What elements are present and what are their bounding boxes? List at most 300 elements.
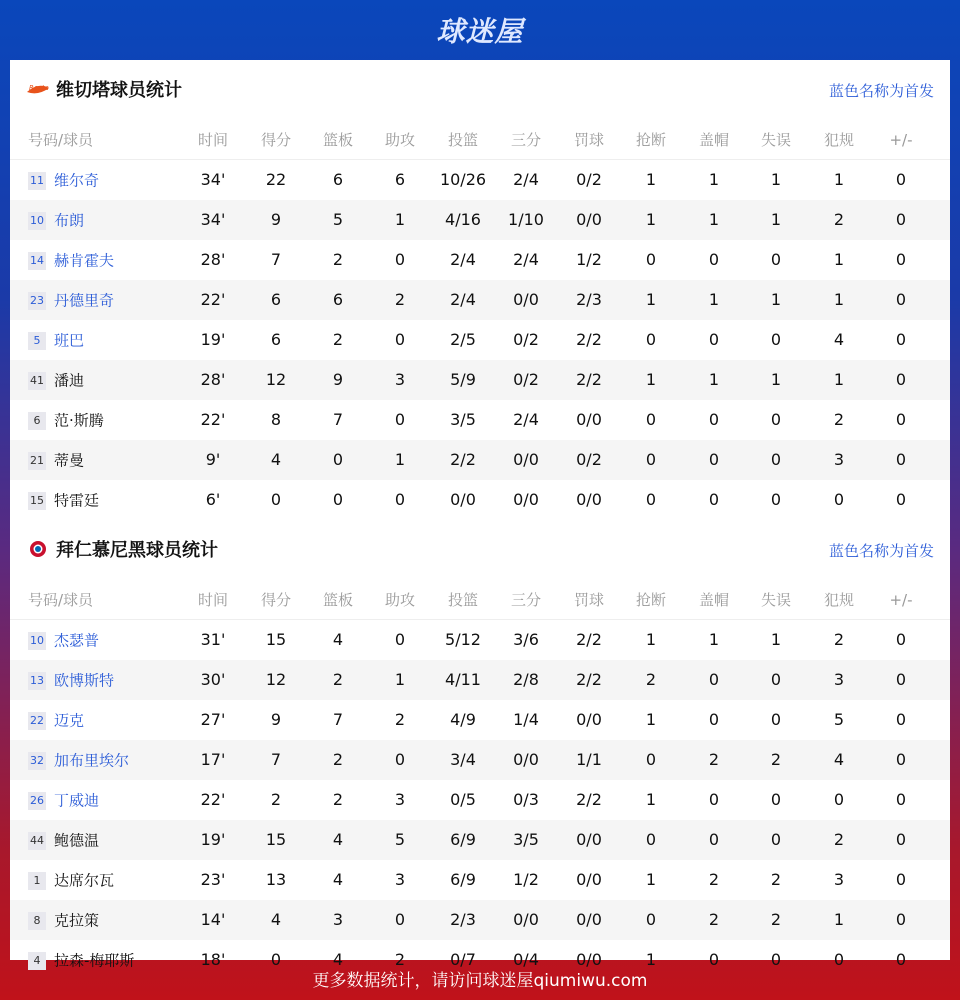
player-name[interactable]: 加布里埃尔 bbox=[54, 751, 130, 770]
stat-cell: 1 bbox=[645, 290, 657, 309]
stat-cell: 0 bbox=[770, 410, 782, 429]
player-name[interactable]: 迈克 bbox=[54, 711, 85, 730]
stat-cell: 0/0 bbox=[513, 450, 539, 469]
player-name-cell[interactable] bbox=[28, 160, 198, 200]
stat-cell: 3/4 bbox=[450, 750, 476, 769]
stat-cell: 3/5 bbox=[450, 410, 476, 429]
column-header: 时间 bbox=[197, 131, 228, 149]
stat-cell: 4/16 bbox=[445, 210, 481, 229]
stat-cell: 0 bbox=[833, 790, 845, 809]
player-row[interactable] bbox=[10, 660, 950, 700]
stat-cell: 1 bbox=[645, 170, 657, 189]
stat-cell: 6 bbox=[270, 330, 282, 349]
team-logo-vechta-icon bbox=[26, 80, 50, 98]
stat-cell: 2 bbox=[833, 630, 845, 649]
stat-cell: 23' bbox=[200, 870, 226, 889]
player-row[interactable] bbox=[10, 480, 950, 520]
stat-cell: 0 bbox=[270, 950, 282, 969]
stat-cell: 3/5 bbox=[513, 830, 539, 849]
jersey-number: 1 bbox=[28, 872, 46, 890]
stat-cell: 28' bbox=[200, 370, 226, 389]
stat-cell: 4 bbox=[833, 750, 845, 769]
jersey-number: 22 bbox=[28, 712, 46, 730]
starter-legend: 蓝色名称为首发 bbox=[828, 542, 934, 560]
stat-cell: 2 bbox=[332, 790, 344, 809]
player-name-cell[interactable] bbox=[28, 360, 198, 400]
player-name-cell[interactable] bbox=[28, 900, 198, 940]
player-row[interactable] bbox=[10, 780, 950, 820]
stat-cell: 0 bbox=[770, 450, 782, 469]
stat-cell: 0 bbox=[394, 490, 406, 509]
stat-cell: 6 bbox=[270, 290, 282, 309]
player-row[interactable] bbox=[10, 240, 950, 280]
stat-cell: 2 bbox=[833, 410, 845, 429]
stat-cell: 22' bbox=[200, 790, 226, 809]
stat-cell: 0 bbox=[770, 490, 782, 509]
stat-cell: 0 bbox=[895, 910, 907, 929]
stat-cell: 22' bbox=[200, 290, 226, 309]
stat-cell: 1 bbox=[833, 170, 845, 189]
stat-cell: 0 bbox=[645, 830, 657, 849]
stat-cell: 8 bbox=[270, 410, 282, 429]
stat-cell: 1 bbox=[770, 290, 782, 309]
stat-cell: 1 bbox=[645, 790, 657, 809]
stat-cell: 0 bbox=[895, 210, 907, 229]
player-name-cell[interactable] bbox=[28, 700, 198, 740]
stat-cell: 1 bbox=[708, 290, 720, 309]
player-row[interactable] bbox=[10, 280, 950, 320]
stat-cell: 6 bbox=[332, 290, 344, 309]
column-header: 罚球 bbox=[573, 131, 604, 149]
column-header: 篮板 bbox=[322, 591, 353, 609]
stat-cell: 0 bbox=[708, 830, 720, 849]
stat-cell: 0/0 bbox=[576, 210, 602, 229]
player-name-cell[interactable] bbox=[28, 320, 198, 360]
stat-cell: 6 bbox=[394, 170, 406, 189]
player-row[interactable] bbox=[10, 860, 950, 900]
stat-cell: 13 bbox=[265, 870, 287, 889]
stat-cell: 0 bbox=[394, 750, 406, 769]
player-name[interactable]: 班巴 bbox=[54, 331, 85, 350]
stat-cell: 15 bbox=[265, 830, 287, 849]
stat-cell: 1 bbox=[833, 910, 845, 929]
stat-cell: 6' bbox=[205, 490, 221, 509]
stat-cell: 7 bbox=[270, 750, 282, 769]
stat-cell: 1 bbox=[645, 210, 657, 229]
stat-cell: 0 bbox=[708, 670, 720, 689]
player-row[interactable] bbox=[10, 160, 950, 200]
stat-cell: 0/0 bbox=[513, 490, 539, 509]
player-name[interactable]: 丹德里奇 bbox=[54, 291, 115, 310]
stat-cell: 6/9 bbox=[450, 870, 476, 889]
column-header: 号码/球员 bbox=[28, 131, 94, 149]
stat-cell: 5/9 bbox=[450, 370, 476, 389]
stat-cell: 0/3 bbox=[513, 790, 539, 809]
stat-cell: 1 bbox=[770, 210, 782, 229]
team-logo-bayern-icon bbox=[26, 540, 50, 558]
stat-cell: 2/4 bbox=[513, 410, 539, 429]
stat-cell: 0 bbox=[770, 790, 782, 809]
stat-cell: 9 bbox=[332, 370, 344, 389]
column-header: 罚球 bbox=[573, 591, 604, 609]
stat-cell: 5 bbox=[833, 710, 845, 729]
jersey-number: 4 bbox=[28, 952, 46, 970]
svg-text:Rasta: Rasta bbox=[29, 84, 49, 92]
stat-cell: 1 bbox=[645, 710, 657, 729]
stat-cell: 0 bbox=[645, 450, 657, 469]
column-header: 抢断 bbox=[635, 131, 666, 149]
stat-cell: 2 bbox=[394, 290, 406, 309]
stat-cell: 0 bbox=[833, 490, 845, 509]
player-name-cell[interactable] bbox=[28, 620, 198, 660]
stat-cell: 0/0 bbox=[576, 910, 602, 929]
stat-cell: 2 bbox=[770, 910, 782, 929]
player-name[interactable]: 克拉策 bbox=[54, 911, 100, 930]
stat-cell: 0 bbox=[895, 330, 907, 349]
stat-cell: 0 bbox=[770, 950, 782, 969]
player-row[interactable] bbox=[10, 900, 950, 940]
stat-cell: 0 bbox=[332, 450, 344, 469]
stat-cell: 30' bbox=[200, 670, 226, 689]
stat-cell: 2/2 bbox=[576, 630, 602, 649]
stat-cell: 1 bbox=[770, 370, 782, 389]
stat-cell: 0 bbox=[895, 410, 907, 429]
stat-cell: 1/2 bbox=[576, 250, 602, 269]
stat-cell: 10/26 bbox=[439, 170, 487, 189]
player-name[interactable]: 鲍德温 bbox=[54, 831, 100, 850]
stat-cell: 2 bbox=[708, 750, 720, 769]
stat-cell: 18' bbox=[200, 950, 226, 969]
stat-cell: 0/2 bbox=[513, 330, 539, 349]
stat-cell: 17' bbox=[200, 750, 226, 769]
column-header: 投篮 bbox=[447, 131, 478, 149]
player-row[interactable] bbox=[10, 820, 950, 860]
stat-cell: 0/0 bbox=[576, 410, 602, 429]
player-name-cell[interactable] bbox=[28, 660, 198, 700]
table-header-row bbox=[10, 120, 950, 160]
stat-cell: 2/8 bbox=[513, 670, 539, 689]
table-header-row bbox=[10, 580, 950, 620]
stat-cell: 7 bbox=[270, 250, 282, 269]
player-name-cell[interactable] bbox=[28, 860, 198, 900]
stat-cell: 0/0 bbox=[576, 490, 602, 509]
footer-text: 更多数据统计，请访问球迷屋qiumiwu.com bbox=[312, 971, 648, 991]
stat-cell: 0 bbox=[895, 250, 907, 269]
stat-cell: 0/7 bbox=[450, 950, 476, 969]
stat-cell: 14' bbox=[200, 910, 226, 929]
jersey-number: 10 bbox=[28, 632, 46, 650]
stat-cell: 2 bbox=[770, 750, 782, 769]
stat-cell: 5 bbox=[394, 830, 406, 849]
stat-cell: 0 bbox=[645, 750, 657, 769]
column-header: 抢断 bbox=[635, 591, 666, 609]
stat-cell: 2 bbox=[708, 910, 720, 929]
stat-cell: 0 bbox=[394, 630, 406, 649]
stat-cell: 0/2 bbox=[576, 450, 602, 469]
stat-cell: 0 bbox=[895, 630, 907, 649]
stat-cell: 3 bbox=[394, 790, 406, 809]
player-name[interactable]: 达席尔瓦 bbox=[54, 871, 115, 890]
player-row[interactable] bbox=[10, 400, 950, 440]
stat-cell: 1 bbox=[645, 870, 657, 889]
stat-cell: 0 bbox=[770, 830, 782, 849]
player-row[interactable] bbox=[10, 200, 950, 240]
player-name-cell[interactable] bbox=[28, 780, 198, 820]
stat-cell: 15 bbox=[265, 630, 287, 649]
player-name-cell[interactable] bbox=[28, 480, 198, 520]
stat-cell: 3/6 bbox=[513, 630, 539, 649]
stat-cell: 1 bbox=[394, 670, 406, 689]
stat-cell: 1 bbox=[833, 290, 845, 309]
stat-cell: 0/2 bbox=[576, 170, 602, 189]
jersey-number: 44 bbox=[28, 832, 46, 850]
stat-cell: 0 bbox=[332, 490, 344, 509]
player-name[interactable]: 特雷廷 bbox=[54, 491, 100, 510]
stat-cell: 1 bbox=[708, 170, 720, 189]
stat-cell: 3 bbox=[332, 910, 344, 929]
stat-cell: 9 bbox=[270, 210, 282, 229]
stat-cell: 2 bbox=[394, 710, 406, 729]
stat-cell: 9' bbox=[205, 450, 221, 469]
jersey-number: 11 bbox=[28, 172, 46, 190]
stat-cell: 22' bbox=[200, 410, 226, 429]
stat-cell: 0 bbox=[394, 910, 406, 929]
stat-cell: 0/0 bbox=[576, 710, 602, 729]
stat-cell: 0 bbox=[708, 950, 720, 969]
jersey-number: 23 bbox=[28, 292, 46, 310]
stat-cell: 2/4 bbox=[513, 170, 539, 189]
stat-cell: 1 bbox=[708, 630, 720, 649]
player-name[interactable]: 欧博斯特 bbox=[54, 671, 115, 690]
stat-cell: 6/9 bbox=[450, 830, 476, 849]
stat-cell: 0 bbox=[645, 330, 657, 349]
player-name[interactable]: 丁威迪 bbox=[54, 791, 100, 810]
player-row[interactable] bbox=[10, 320, 950, 360]
stat-cell: 0/2 bbox=[513, 370, 539, 389]
stat-cell: 0 bbox=[708, 330, 720, 349]
stat-cell: 0/5 bbox=[450, 790, 476, 809]
stat-cell: 4 bbox=[270, 450, 282, 469]
section-header bbox=[10, 520, 950, 580]
stat-cell: 0 bbox=[895, 710, 907, 729]
column-header: 三分 bbox=[510, 591, 541, 609]
column-header: 投篮 bbox=[447, 591, 478, 609]
stat-cell: 0 bbox=[770, 710, 782, 729]
stat-cell: 3 bbox=[833, 870, 845, 889]
jersey-number: 26 bbox=[28, 792, 46, 810]
jersey-number: 15 bbox=[28, 492, 46, 510]
player-name[interactable]: 杰瑟普 bbox=[54, 631, 100, 650]
stat-cell: 1 bbox=[645, 950, 657, 969]
jersey-number: 10 bbox=[28, 212, 46, 230]
player-row[interactable] bbox=[10, 740, 950, 780]
jersey-number: 6 bbox=[28, 412, 46, 430]
stat-cell: 0/0 bbox=[513, 910, 539, 929]
player-row[interactable] bbox=[10, 360, 950, 400]
stat-cell: 1/4 bbox=[513, 710, 539, 729]
column-header: 盖帽 bbox=[698, 591, 729, 609]
stat-cell: 0/4 bbox=[513, 950, 539, 969]
jersey-number: 14 bbox=[28, 252, 46, 270]
stat-cell: 1 bbox=[645, 630, 657, 649]
stat-cell: 0 bbox=[394, 410, 406, 429]
player-name-cell[interactable] bbox=[28, 740, 198, 780]
stat-cell: 0 bbox=[895, 170, 907, 189]
jersey-number: 32 bbox=[28, 752, 46, 770]
column-header: 犯规 bbox=[823, 591, 854, 609]
stat-cell: 2/2 bbox=[576, 330, 602, 349]
stat-cell: 27' bbox=[200, 710, 226, 729]
stat-cell: 0 bbox=[645, 410, 657, 429]
column-header: 三分 bbox=[510, 131, 541, 149]
player-name-cell[interactable] bbox=[28, 400, 198, 440]
stat-cell: 0 bbox=[895, 290, 907, 309]
stat-cell: 0/0 bbox=[450, 490, 476, 509]
stat-cell: 1 bbox=[833, 370, 845, 389]
starter-legend: 蓝色名称为首发 bbox=[828, 82, 934, 100]
player-name-cell[interactable] bbox=[28, 440, 198, 480]
player-name-cell[interactable] bbox=[28, 280, 198, 320]
stat-cell: 0/0 bbox=[576, 950, 602, 969]
player-name[interactable]: 布朗 bbox=[54, 211, 85, 230]
stat-cell: 0/0 bbox=[576, 870, 602, 889]
column-header: 失误 bbox=[760, 131, 791, 149]
stats-card bbox=[10, 60, 950, 970]
stat-cell: 22 bbox=[265, 170, 287, 189]
stat-cell: 2/2 bbox=[450, 450, 476, 469]
stat-cell: 4/11 bbox=[445, 670, 481, 689]
stat-cell: 1/1 bbox=[576, 750, 602, 769]
player-row[interactable] bbox=[10, 440, 950, 480]
stat-cell: 1 bbox=[394, 450, 406, 469]
stat-cell: 3 bbox=[394, 370, 406, 389]
stat-cell: 4 bbox=[270, 910, 282, 929]
stat-cell: 0 bbox=[895, 670, 907, 689]
stat-cell: 2/2 bbox=[576, 370, 602, 389]
column-header: 盖帽 bbox=[698, 131, 729, 149]
stat-cell: 0 bbox=[270, 490, 282, 509]
stat-cell: 0 bbox=[394, 330, 406, 349]
stat-cell: 0 bbox=[708, 450, 720, 469]
stat-cell: 4 bbox=[332, 630, 344, 649]
stat-cell: 5/12 bbox=[445, 630, 481, 649]
stat-cell: 4/9 bbox=[450, 710, 476, 729]
stat-cell: 6 bbox=[332, 170, 344, 189]
stat-cell: 7 bbox=[332, 410, 344, 429]
column-header: 助攻 bbox=[384, 131, 415, 149]
stat-cell: 1 bbox=[833, 250, 845, 269]
stat-cell: 0 bbox=[895, 490, 907, 509]
stat-cell: 2 bbox=[708, 870, 720, 889]
stat-cell: 0 bbox=[770, 250, 782, 269]
stat-cell: 2 bbox=[833, 210, 845, 229]
player-name[interactable]: 拉森-梅耶斯 bbox=[54, 951, 135, 970]
stat-cell: 2/2 bbox=[576, 670, 602, 689]
stat-cell: 1 bbox=[708, 210, 720, 229]
column-header: 助攻 bbox=[384, 591, 415, 609]
stat-cell: 2/4 bbox=[450, 290, 476, 309]
player-name-cell[interactable] bbox=[28, 200, 198, 240]
stat-cell: 0 bbox=[895, 370, 907, 389]
stat-cell: 2/3 bbox=[576, 290, 602, 309]
brand-logo: 球迷屋 bbox=[436, 15, 524, 48]
stat-cell: 19' bbox=[200, 330, 226, 349]
stat-cell: 1/2 bbox=[513, 870, 539, 889]
stat-cell: 0 bbox=[895, 790, 907, 809]
stat-cell: 0 bbox=[708, 790, 720, 809]
stat-cell: 1 bbox=[394, 210, 406, 229]
stat-cell: 0 bbox=[708, 250, 720, 269]
stat-cell: 2/3 bbox=[450, 910, 476, 929]
stat-cell: 2/4 bbox=[450, 250, 476, 269]
jersey-number: 5 bbox=[28, 332, 46, 350]
stat-cell: 2 bbox=[770, 870, 782, 889]
stat-cell: 12 bbox=[265, 370, 287, 389]
team-section bbox=[10, 520, 950, 980]
stat-cell: 4 bbox=[833, 330, 845, 349]
stat-cell: 5 bbox=[332, 210, 344, 229]
section-header bbox=[10, 60, 950, 120]
column-header: 号码/球员 bbox=[28, 591, 94, 609]
player-name-cell[interactable] bbox=[28, 820, 198, 860]
stat-cell: 34' bbox=[200, 210, 226, 229]
stat-cell: 1 bbox=[770, 630, 782, 649]
stat-cell: 0 bbox=[645, 250, 657, 269]
stat-cell: 0 bbox=[833, 950, 845, 969]
stat-cell: 2/2 bbox=[576, 790, 602, 809]
column-header: +/- bbox=[889, 591, 913, 609]
stat-cell: 0 bbox=[645, 490, 657, 509]
stat-cell: 0 bbox=[708, 410, 720, 429]
player-name[interactable]: 蒂曼 bbox=[54, 451, 85, 470]
stat-cell: 2 bbox=[645, 670, 657, 689]
jersey-number: 8 bbox=[28, 912, 46, 930]
stat-cell: 1 bbox=[645, 370, 657, 389]
player-name[interactable]: 潘迪 bbox=[54, 371, 85, 390]
stat-cell: 3 bbox=[833, 670, 845, 689]
team-title: 拜仁慕尼黑球员统计 bbox=[56, 540, 218, 561]
stat-cell: 12 bbox=[265, 670, 287, 689]
player-row[interactable] bbox=[10, 700, 950, 740]
stat-cell: 2 bbox=[394, 950, 406, 969]
stat-cell: 0 bbox=[895, 950, 907, 969]
player-name-cell[interactable] bbox=[28, 240, 198, 280]
stat-cell: 3 bbox=[394, 870, 406, 889]
player-name[interactable]: 赫肯霍夫 bbox=[54, 251, 115, 270]
stat-cell: 2 bbox=[270, 790, 282, 809]
stat-cell: 0/0 bbox=[513, 290, 539, 309]
stat-cell: 4 bbox=[332, 830, 344, 849]
stat-cell: 0 bbox=[895, 450, 907, 469]
column-header: 篮板 bbox=[322, 131, 353, 149]
team-title: 维切塔球员统计 bbox=[56, 80, 182, 101]
stat-cell: 28' bbox=[200, 250, 226, 269]
column-header: +/- bbox=[889, 131, 913, 149]
player-name[interactable]: 维尔奇 bbox=[54, 171, 100, 190]
stat-cell: 2 bbox=[332, 670, 344, 689]
player-name[interactable]: 范·斯腾 bbox=[54, 411, 104, 430]
stat-cell: 2 bbox=[332, 250, 344, 269]
jersey-number: 13 bbox=[28, 672, 46, 690]
stat-cell: 9 bbox=[270, 710, 282, 729]
stat-cell: 0 bbox=[645, 910, 657, 929]
column-header: 时间 bbox=[197, 591, 228, 609]
stat-cell: 0 bbox=[770, 670, 782, 689]
stat-cell: 0/0 bbox=[576, 830, 602, 849]
stat-cell: 0 bbox=[895, 830, 907, 849]
team-section bbox=[10, 60, 950, 520]
player-row[interactable] bbox=[10, 620, 950, 660]
